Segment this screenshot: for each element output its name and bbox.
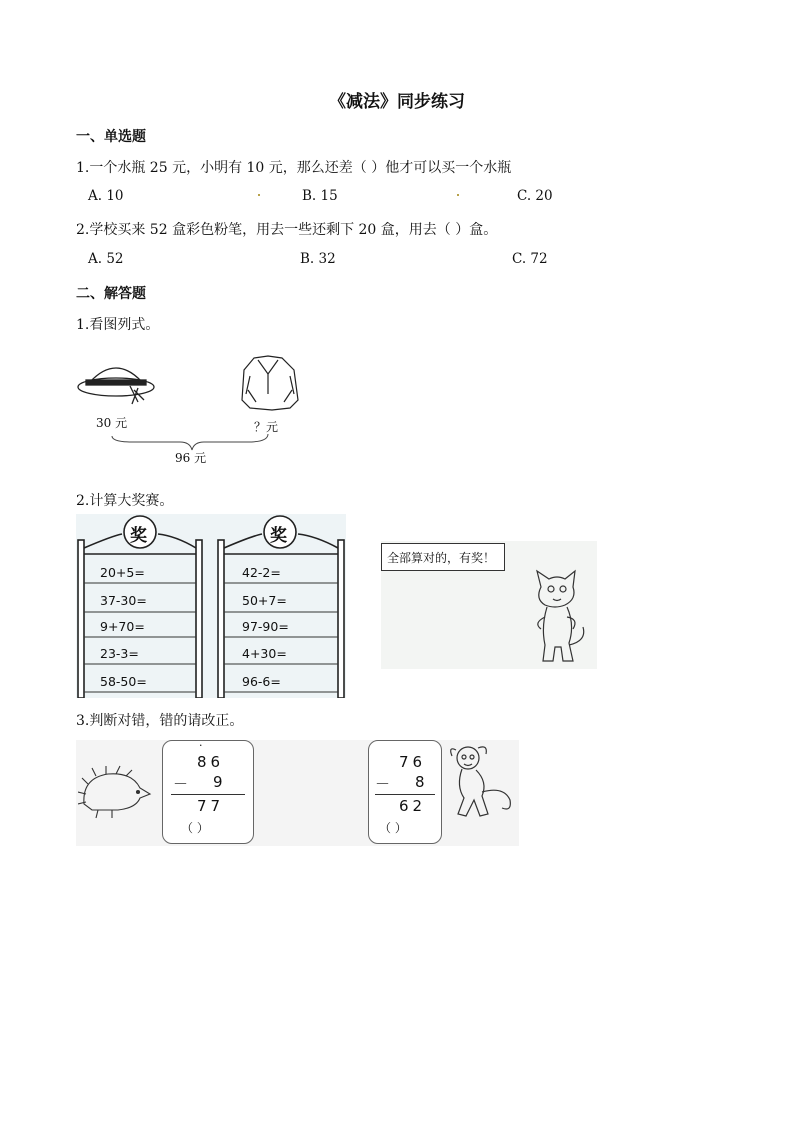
right-equation: 96-6=: [242, 674, 281, 689]
award-boards: [76, 514, 346, 698]
bracket-line: [112, 434, 268, 450]
q2-option-c[interactable]: C. 72: [512, 251, 548, 267]
card2-result: 62: [399, 797, 427, 815]
q1-option-a[interactable]: A. 10: [88, 188, 124, 204]
carry-dot: ·: [199, 739, 203, 752]
card2-answer-paren[interactable]: （ ）: [379, 821, 407, 835]
section-heading-single-choice: 一、单选题: [76, 129, 146, 145]
cat-panel: [381, 541, 597, 669]
price-figure: [72, 350, 312, 468]
question-2-2-text: 2.计算大奖赛。: [76, 493, 174, 509]
right-equation: 97-90=: [242, 619, 289, 634]
cat-icon: [521, 567, 597, 667]
subtraction-card-2: [368, 740, 442, 844]
hat-icon: [78, 368, 154, 404]
card1-minus-sign: －: [173, 775, 193, 793]
question-2-1-text: 1.看图列式。: [76, 317, 160, 333]
monkey-icon: [444, 742, 518, 822]
question-2-text: 2.学校买来 52 盒彩色粉笔，用去一些还剩下 20 盒，用去（ ）盒。: [76, 222, 498, 238]
shirt-icon: [242, 356, 298, 410]
card2-rule: [375, 794, 435, 795]
total-price-label: 96 元: [175, 451, 207, 465]
right-equation: 50+7=: [242, 593, 287, 608]
shirt-price-label: ？元: [254, 420, 279, 434]
card1-result: 77: [197, 797, 225, 815]
left-equation: 58-50=: [100, 674, 147, 689]
card1-answer-paren[interactable]: （ ）: [181, 821, 209, 835]
award-label-left: 奖: [130, 526, 147, 546]
card2-subtrahend: 8: [415, 773, 429, 791]
hedgehog-icon: [78, 764, 154, 824]
judge-panel: [76, 740, 519, 846]
question-2-3-text: 3.判断对错，错的请改正。: [76, 713, 244, 729]
q1-option-c[interactable]: C. 20: [517, 188, 553, 204]
card1-subtrahend: 9: [213, 773, 227, 791]
hat-price-label: 30 元: [96, 416, 128, 430]
dot-mark: [457, 194, 459, 196]
card1-rule: [171, 794, 245, 795]
q1-option-b[interactable]: B. 15: [302, 188, 338, 204]
q2-option-a[interactable]: A. 52: [88, 251, 124, 267]
right-equation: 4+30=: [242, 646, 287, 661]
section-heading-answer: 二、解答题: [76, 286, 146, 302]
q2-option-b[interactable]: B. 32: [300, 251, 336, 267]
card2-minus-sign: －: [375, 775, 395, 793]
question-1-text: 1.一个水瓶 25 元，小明有 10 元，那么还差（ ）他才可以买一个水瓶: [76, 160, 512, 176]
speech-text: 全部算对的，有奖！: [387, 551, 496, 565]
subtraction-card-1: [162, 740, 254, 844]
left-equation: 9+70=: [100, 619, 145, 634]
left-equation: 20+5=: [100, 565, 145, 580]
dot-mark: [258, 194, 260, 196]
card1-minuend: 86: [197, 753, 225, 771]
left-equation: 37-30=: [100, 593, 147, 608]
left-equation: 23-3=: [100, 646, 139, 661]
card2-minuend: 76: [399, 753, 427, 771]
page-title: 《减法》同步练习: [329, 92, 465, 112]
award-label-right: 奖: [270, 526, 287, 546]
right-equation: 42-2=: [242, 565, 281, 580]
